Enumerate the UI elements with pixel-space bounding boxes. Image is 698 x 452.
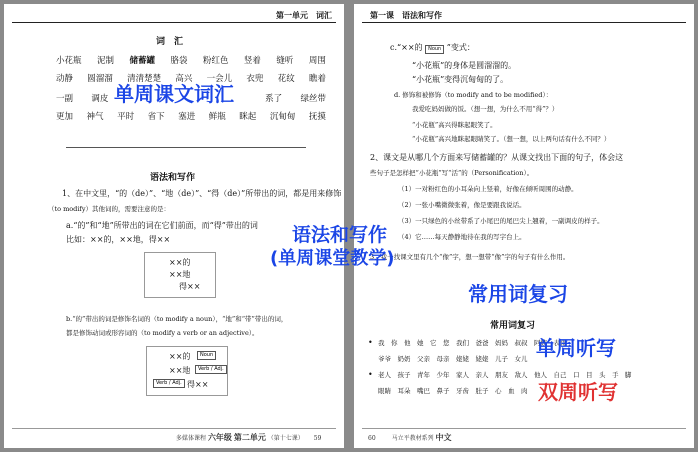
c-line [390,42,475,54]
vocab-word: 清清楚楚 [127,74,162,84]
review-title: 常用词复习 [490,321,536,331]
vocab-word: 绿丝带 [300,94,326,104]
verb-adj-tag: Verb / Adj. [153,379,185,388]
header-rule [362,22,686,23]
word-line: 爷爷 奶奶 父亲 母亲 姥姥 姥姥 儿子 女儿 [378,355,528,363]
footer-series: 马立平教材系列 [391,435,434,442]
box-line: ××地 [169,366,191,375]
vocab-word: 抚摸 [308,112,326,122]
right-page-header: 第一课 语法和写作 [370,10,442,20]
vocab-row [56,110,326,122]
vocab-overlay-label: 单周课文词汇 [114,82,234,106]
vocab-word: 胳袋 [170,56,188,66]
double-dictation-label: 双周听写 [538,380,618,404]
example-sentence: “小花瓶”变得沉甸甸的了。 [412,75,509,84]
c-tail: ”变式： [446,43,475,52]
paragraph: 都是修饰动词或形容词的（to modify a verb or an adjective）。 [66,329,259,337]
paragraph: （to modify）其他词的，需要注意的是： [48,205,170,213]
vocab-word: 小花瓶 [56,56,82,66]
single-dictation-label: 单周听写 [536,336,616,360]
noun-tag: Noun [425,45,444,54]
noun-tag: Noun [197,351,216,360]
paragraph: 比如：××的，××地，得×× [66,235,171,244]
example-box [144,252,216,298]
vocab-word: 花纹 [277,74,295,84]
example-sentence: “小花瓶”高兴地眯起眼睛笑了。（想一想，以上两句话有什么不同？） [412,135,611,143]
vocab-word: 周围 [308,56,326,66]
right-page [354,4,694,448]
box-line: ××地 [169,270,191,279]
verb-adj-tag: Verb / Adj. [195,365,227,374]
question: 2、课文是从哪几个方面来写储蓄罐的？从课文找出下面的句子，体会这 [370,153,624,162]
paragraph: 1、在中文里，“的（de）”、“地（de）”、“得（de）”所带出的词，都是用来修饰 [62,189,342,198]
footer-chinese: 中文 [435,432,452,442]
footer-unit: 第二单元 [233,432,266,442]
box-line: 得×× [179,282,201,291]
sentence: （2）一张小嘴微微张着，像是要跟我说话。 [398,201,526,209]
vocab-word: 神气 [86,112,104,122]
footer-grade: 六年级 [207,432,232,442]
sentence: （4）它……每天静静地待在我的写字台上。 [398,233,526,241]
vocab-word: 眯起 [239,112,257,122]
d-line: d. 修饰和被修饰（to modify and to be modified）： [394,91,553,99]
page-number: 60 [368,435,376,442]
bullet: • [368,338,373,347]
vocab-word: 一副 [56,94,74,104]
box-line: ××的 [169,352,191,361]
word-line: 我 你 他 她 它 您 我们 爸爸 妈妈 叔叔 阿姨 表哥 [378,339,567,347]
header-rule [12,22,336,23]
right-footer [368,432,452,443]
vocab-word: 鲜瓶 [208,112,226,122]
vocab-word: 动静 [56,74,74,84]
example-box [146,346,228,396]
vocab-word: 系了 [265,94,283,104]
word-line: 老人 孩子 青年 少年 家人 亲人 朋友 敌人 他人 自己 口 目 头 手 脚 [378,371,632,379]
footer-course: 多媒体课程 [176,435,207,442]
question: 3、我一找课文里有几个“像”字，想一想带“像”字的句子有什么作用。 [370,253,570,261]
grammar-overlay-label: 语法和写作 [292,224,388,246]
paragraph: b.“的”带出的词是修饰名词的（to modify a noun），“地”和“带”带出的词， [66,315,288,323]
sentence: （3）一只绿色的小丝带系了小尾巴的尾巴尖上翘着，一副调皮的样子。 [398,217,604,225]
vocab-title: 词 汇 [156,37,184,47]
example-sentence: “小花瓶”的身体是圆溜溜的。 [412,61,517,70]
box-line: ××的 [169,258,191,267]
left-footer [176,432,321,443]
vocab-word: 省下 [147,112,165,122]
bullet: • [368,370,373,379]
c-label: c.“××的 [390,43,423,52]
question: 些句子是怎样把“小花瓶”写“活”的（Personification）。 [370,169,534,177]
vocab-word: 沉甸甸 [269,112,296,122]
vocab-word: 调皮 [91,94,109,104]
vocab-word: 塞进 [178,112,196,122]
vocab-word: 平时 [117,112,135,122]
word-line: 眼睛 耳朵 嘴巴 鼻子 牙齿 肚子 心 血 肉 [378,387,528,395]
left-page-header: 第一单元 词汇 [276,10,332,20]
footer-lesson: （第十七课） [267,435,304,442]
vocab-word: 竖着 [243,56,261,66]
vocab-word: 一会儿 [206,74,233,84]
section-divider [66,147,306,148]
footer-rule [12,428,336,429]
paragraph: a.“的”和“地”所带出的词在它们前面，而“得”带出的词 [66,221,258,230]
page-number: 59 [313,435,322,442]
vocab-word: 泥制 [96,56,114,66]
vocab-word: 粉红色 [202,56,229,66]
sentence: （1）一对粉红色的小耳朵向上竖着，好像在倾听周围的动静。 [398,185,578,193]
review-overlay-label: 常用词复习 [468,282,568,306]
box-line: 得×× [187,380,209,389]
vocab-word: 高兴 [175,74,193,84]
example-sentence: “小花瓶”高兴得眯起眼笑了。 [412,121,497,129]
grammar-title: 语法和写作 [150,173,196,183]
vocab-word: 缝听 [276,56,294,66]
vocab-word: 圆溜溜 [87,74,113,84]
footer-rule [362,428,686,429]
vocab-word: 储蓄罐 [129,56,155,66]
grammar-overlay-sublabel: (单周课堂教学) [270,248,395,269]
vocab-word: 衣兜 [246,74,264,84]
example-sentence: 我爱吃妈妈做的饭。（想一想，为什么不用“得”？） [412,105,559,113]
vocab-word: 更加 [56,112,74,122]
vocab-word: 瞧着 [308,74,326,84]
vocab-row [56,54,326,66]
